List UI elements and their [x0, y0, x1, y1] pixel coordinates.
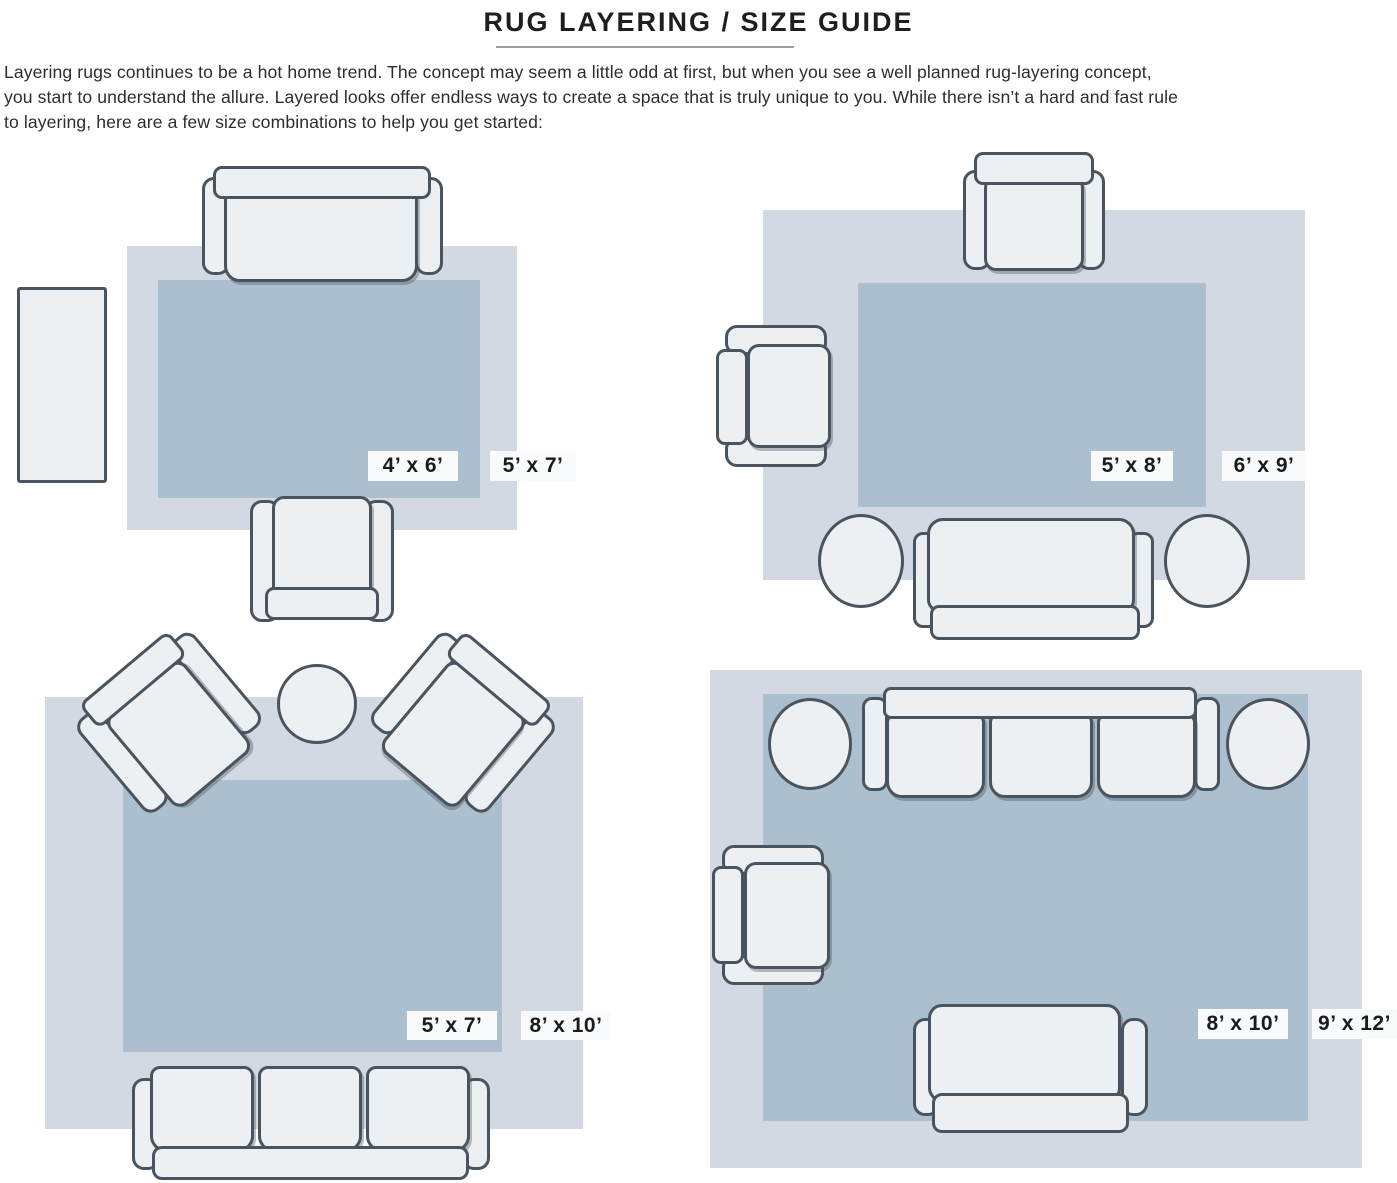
intro-text-line-1: Layering rugs continues to be a hot home trend. The concept may seem a little odd at first, but when you see a well planned rug-layering concept, — [4, 62, 1152, 82]
page-title: RUG LAYERING / SIZE GUIDE — [483, 7, 914, 37]
armchair-back — [974, 152, 1094, 185]
loveseat-seat — [928, 1004, 1121, 1102]
round-side-table-left — [818, 514, 904, 608]
round-side-table-right — [1164, 514, 1250, 608]
sofa-seat — [927, 518, 1135, 612]
size-label-inner: 5’ x 8’ — [1091, 451, 1173, 481]
sofa-back — [930, 605, 1140, 640]
sofa-back — [213, 166, 431, 199]
round-table — [277, 664, 357, 744]
sofa-cushion-right — [1097, 714, 1196, 798]
console-table — [17, 287, 107, 483]
title-underline — [496, 46, 794, 48]
armchair-seat — [744, 862, 830, 969]
sofa-back — [883, 687, 1197, 719]
sofa-cushion-left — [886, 714, 985, 798]
intro-text-line-2: you start to understand the allure. Layered looks offer endless ways to create a space that is truly unique to you. While there isn’t a hard and fast rule — [4, 87, 1178, 107]
size-label-outer: 6’ x 9’ — [1222, 451, 1306, 481]
round-side-table-left — [768, 698, 852, 790]
sofa-arm-right — [1194, 697, 1220, 791]
armchair-back — [265, 587, 379, 620]
sofa-cushion-middle — [258, 1066, 362, 1152]
size-label-outer: 5’ x 7’ — [490, 451, 576, 481]
intro-text-line-3: to layering, here are a few size combinations to help you get started: — [4, 112, 544, 132]
sofa-cushion-left — [150, 1066, 254, 1152]
armchair-back — [712, 866, 744, 964]
size-label-outer: 9’ x 12’ — [1312, 1009, 1397, 1039]
size-label-outer: 8’ x 10’ — [521, 1011, 611, 1040]
armchair-seat — [984, 176, 1084, 271]
size-label-inner: 5’ x 7’ — [407, 1011, 497, 1040]
armchair-back — [716, 349, 748, 445]
size-label-inner: 4’ x 6’ — [368, 451, 458, 481]
round-side-table-right — [1226, 698, 1310, 790]
armchair-seat — [747, 344, 831, 448]
sofa-cushion-middle — [989, 714, 1093, 798]
loveseat-back — [932, 1093, 1129, 1133]
sofa-back — [152, 1146, 469, 1180]
sofa-cushion-right — [366, 1066, 470, 1152]
size-label-inner: 8’ x 10’ — [1198, 1009, 1288, 1039]
sofa-seat — [224, 189, 418, 282]
